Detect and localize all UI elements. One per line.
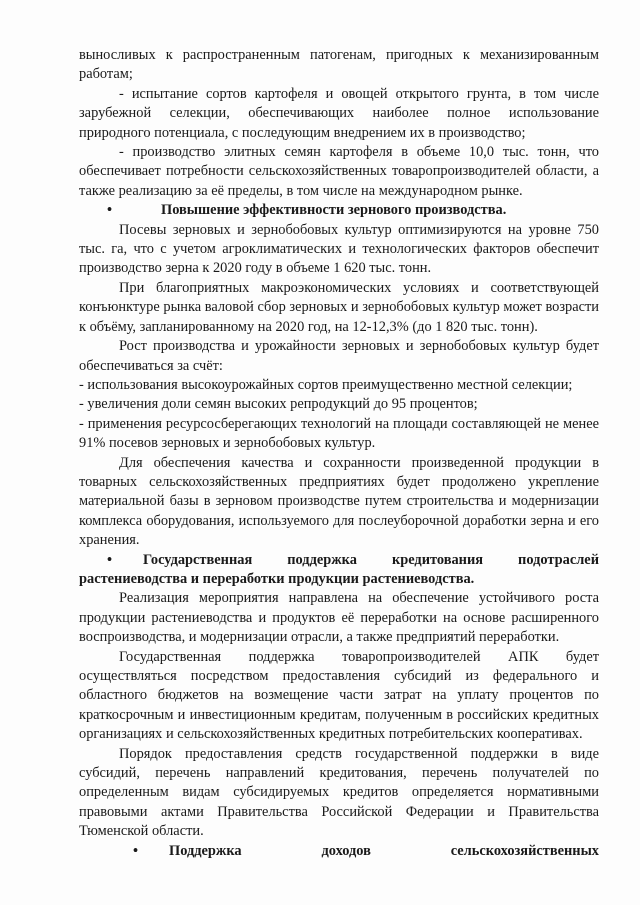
bullet-icon: • bbox=[107, 551, 113, 568]
section-heading-income-support bbox=[79, 842, 599, 861]
heading-text: Поддержка доходов сельскохозяйственных bbox=[169, 842, 599, 859]
paragraph-gross-harvest: При благоприятных макроэкономических условиях и соответствующей конъюнктуре рынка валовой сбор зерновых и зернобобовых культур может возрасти к объёму, запланированному на 2020 год, на 12-12,3% (до 1 820 тыс. тонн). bbox=[79, 279, 599, 335]
section-heading-credit-support bbox=[79, 551, 599, 590]
list-item-potato-vegetable-testing: - испытание сортов картофеля и овощей открытого грунта, в том числе зарубежной селекции, обеспечивающих наиболее полное использование природного потенциала, с последующим внедрением их в производство; bbox=[79, 85, 599, 141]
list-item-resource-saving: - применения ресурсосберегающих технологий на площади составляющей не менее 91% посевов зерновых и зернобобовых культур. bbox=[79, 415, 599, 452]
bullet-icon: • bbox=[133, 842, 139, 859]
paragraph-measure-purpose: Реализация мероприятия направлена на обеспечение устойчивого роста продукции растениеводства и продуктов её переработки на основе расширенного воспроизводства, и модернизации отрасли, а также предприятий переработки. bbox=[79, 590, 599, 646]
paragraph-growth-factors: Рост производства и урожайности зерновых и зернобобовых культур будет обеспечиваться за счёт: bbox=[79, 338, 599, 374]
list-item-seed-share: - увеличения доли семян высоких репродукций до 95 процентов; bbox=[79, 396, 478, 413]
section-heading-grain-efficiency bbox=[79, 201, 599, 220]
document-body bbox=[79, 46, 599, 861]
list-item-elite-seed-production: - производство элитных семян картофеля в объеме 10,0 тыс. тонн, что обеспечивает потребности сельскохозяйственных товаропроизводителей области, а также реализацию за её пределы, в том числе на международном рынке. bbox=[79, 144, 599, 199]
paragraph-subsidy-procedure: Порядок предоставления средств государственной поддержки в виде субсидий, перечень направлений кредитования, перечень получателей по определенным видам субсидируемых кредитов определяется нормативными правовыми актами Правительства Российской Федерации и Правительства Тюменской области. bbox=[79, 745, 599, 840]
bullet-icon: • bbox=[107, 202, 113, 219]
heading-text: Государственная поддержка кредитования подотраслей растениеводства и переработки продукции растениеводства. bbox=[79, 551, 599, 587]
heading-text: Повышение эффективности зернового производства. bbox=[161, 202, 507, 219]
paragraph-sowing-area: Посевы зерновых и зернобобовых культур оптимизируются на уровне 750 тыс. га, что с учетом агроклиматических и технологических факторов обеспечит производство зерна к 2020 году в объеме 1 620 тыс. тонн. bbox=[79, 221, 599, 277]
paragraph-continuation: выносливых к распространенным патогенам, пригодных к механизированным работам; bbox=[79, 47, 599, 83]
list-item-high-yield-varieties: - использования высокоурожайных сортов преимущественно местной селекции; bbox=[79, 376, 573, 393]
paragraph-quality-storage: Для обеспечения качества и сохранности произведенной продукции в товарных сельскохозяйственных предприятиях будет продолжено укрепление материальной базы в зерновом производстве путем строительства и модернизации комплекса оборудования, используемого для послеуборочной доработки зерна и его хранения. bbox=[79, 454, 599, 549]
paragraph-subsidy-mechanism: Государственная поддержка товаропроизводителей АПК будет осуществляться посредством предоставления субсидий из федерального и областного бюджетов на возмещение части затрат на уплату процентов по краткосрочным и инвестиционным кредитам, полученным в российских кредитных организациях и сельскохозяйственных кредитных потребительских кооперативах. bbox=[79, 648, 599, 743]
